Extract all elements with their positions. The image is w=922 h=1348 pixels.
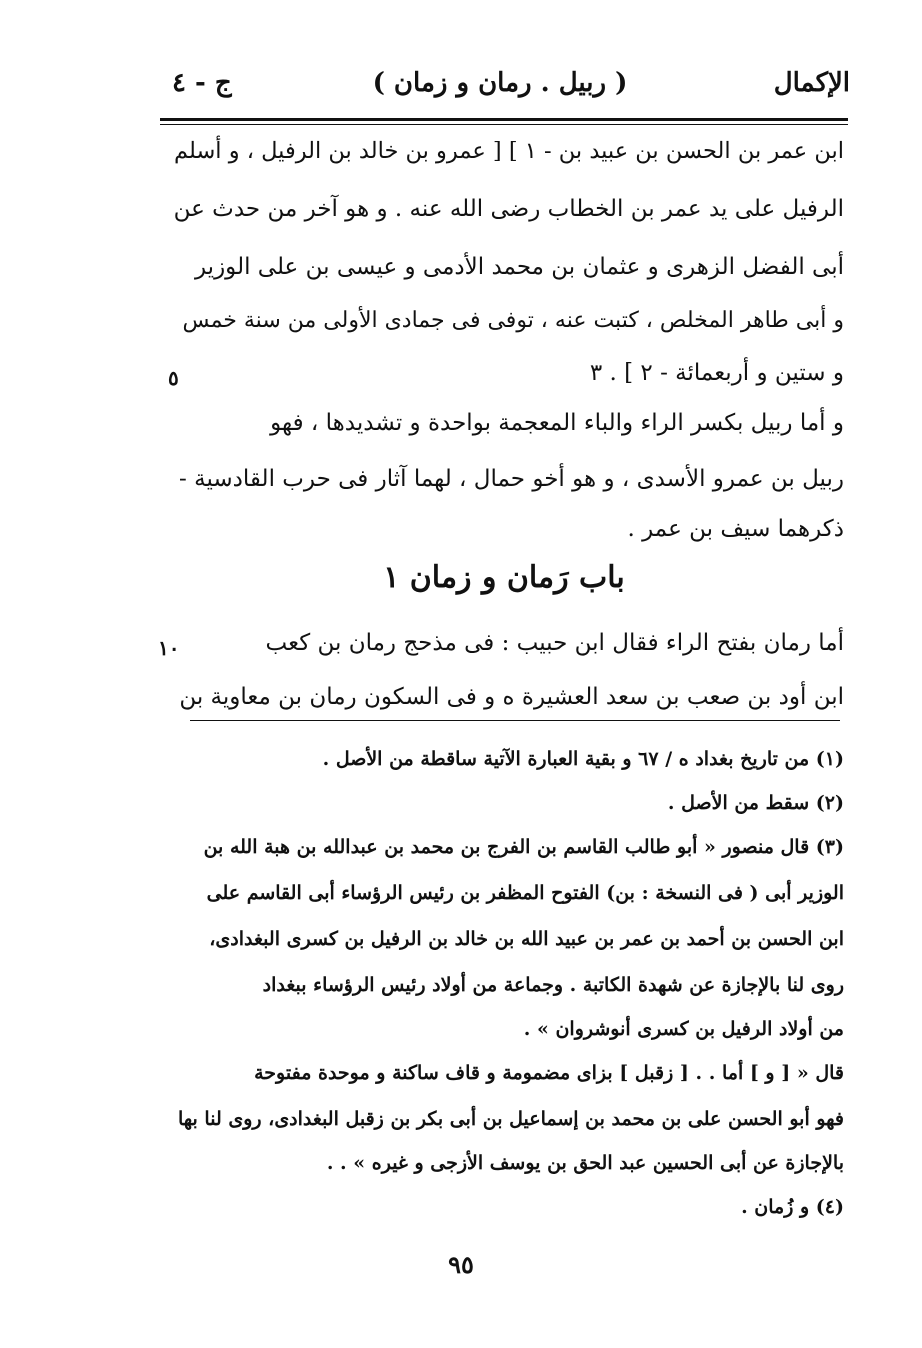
footnote-3-line: ابن الحسن بن أحمد بن عمر بن عبيد الله بن خالد بن الرفيل بن كسرى البغدادى،	[209, 928, 844, 950]
text-line: و أما ربيل بكسر الراء والباء المعجمة بواحدة و تشديدها ، فهو	[270, 410, 844, 436]
footnote-3-line: قال « [ و ] أما . . [ زقبل ] بزاى مضمومة و قاف ساكنة و موحدة مفتوحة	[254, 1062, 844, 1084]
line-number: ٥	[168, 366, 179, 390]
page-number: ٩٥	[448, 1250, 474, 1279]
volume-label: ج - ٤	[172, 68, 232, 98]
footnote-3-line: الوزير أبى ( فى النسخة : بن) الفتوح المظفر بن رئيس الرؤساء أبى القاسم على	[206, 882, 844, 904]
text-line: ابن عمر بن الحسن بن عبيد بن - ١ ] [ عمرو بن خالد بن الرفيل ، و أسلم	[174, 138, 844, 164]
text-line: الرفيل على يد عمر بن الخطاب رضى الله عنه . و هو آخر من حدث عن	[173, 196, 844, 222]
text-line: ربيل بن عمرو الأسدى ، و هو أخو حمال ، لهما آثار فى حرب القادسية -	[179, 466, 844, 492]
header-rule-thin	[160, 124, 848, 125]
footnote-4: (٤) و زُمان .	[741, 1196, 844, 1218]
text-line: و ستين و أربعمائة - ٢ ] . ٣	[589, 360, 844, 386]
footnote-separator	[190, 720, 840, 721]
section-title: ( ربيل . رمان و زمان )	[372, 68, 628, 98]
footnote-3-line: فهو أبو الحسن على بن محمد بن إسماعيل بن أبى بكر بن زقبل البغدادى، روى لنا بها	[177, 1108, 844, 1130]
text-line: ابن أود بن صعب بن سعد العشيرة ه و فى السكون رمان بن معاوية بن	[179, 684, 844, 710]
footnote-3-line: (٣) قال منصور « أبو طالب القاسم بن الفرج بن محمد بن عبدالله بن هبة الله بن	[203, 836, 844, 858]
running-header	[150, 68, 850, 108]
text-line: أبى الفضل الزهرى و عثمان بن محمد الأدمى و عيسى بن على الوزير	[194, 254, 844, 280]
footnote-2: (٢) سقط من الأصل .	[667, 792, 844, 814]
footnote-3-line: من أولاد الرفيل بن كسرى أنوشروان » .	[523, 1018, 844, 1040]
chapter-heading: باب رَمان و زمان ١	[383, 560, 625, 595]
footnote-1: (١) من تاريخ بغداد ه / ٦٧ و بقية العبارة الآتية ساقطة من الأصل .	[322, 748, 844, 770]
text-line: أما رمان بفتح الراء فقال ابن حبيب : فى مذحج رمان بن كعب	[265, 630, 844, 656]
book-title: الإكمال	[773, 68, 850, 98]
footnote-3-line: روى لنا بالإجازة عن شهدة الكاتبة . وجماعة من أولاد رئيس الرؤساء ببغداد	[262, 974, 844, 996]
text-line: و أبى طاهر المخلص ، كتبت عنه ، توفى فى جمادى الأولى من سنة خمس	[182, 308, 844, 333]
text-line: ذكرهما سيف بن عمر .	[627, 516, 844, 542]
line-number: ١٠	[158, 636, 180, 660]
header-rule-thick	[160, 118, 848, 121]
footnote-3-line: بالإجازة عن أبى الحسين عبد الحق بن يوسف الأزجى و غيره » . .	[326, 1152, 844, 1174]
